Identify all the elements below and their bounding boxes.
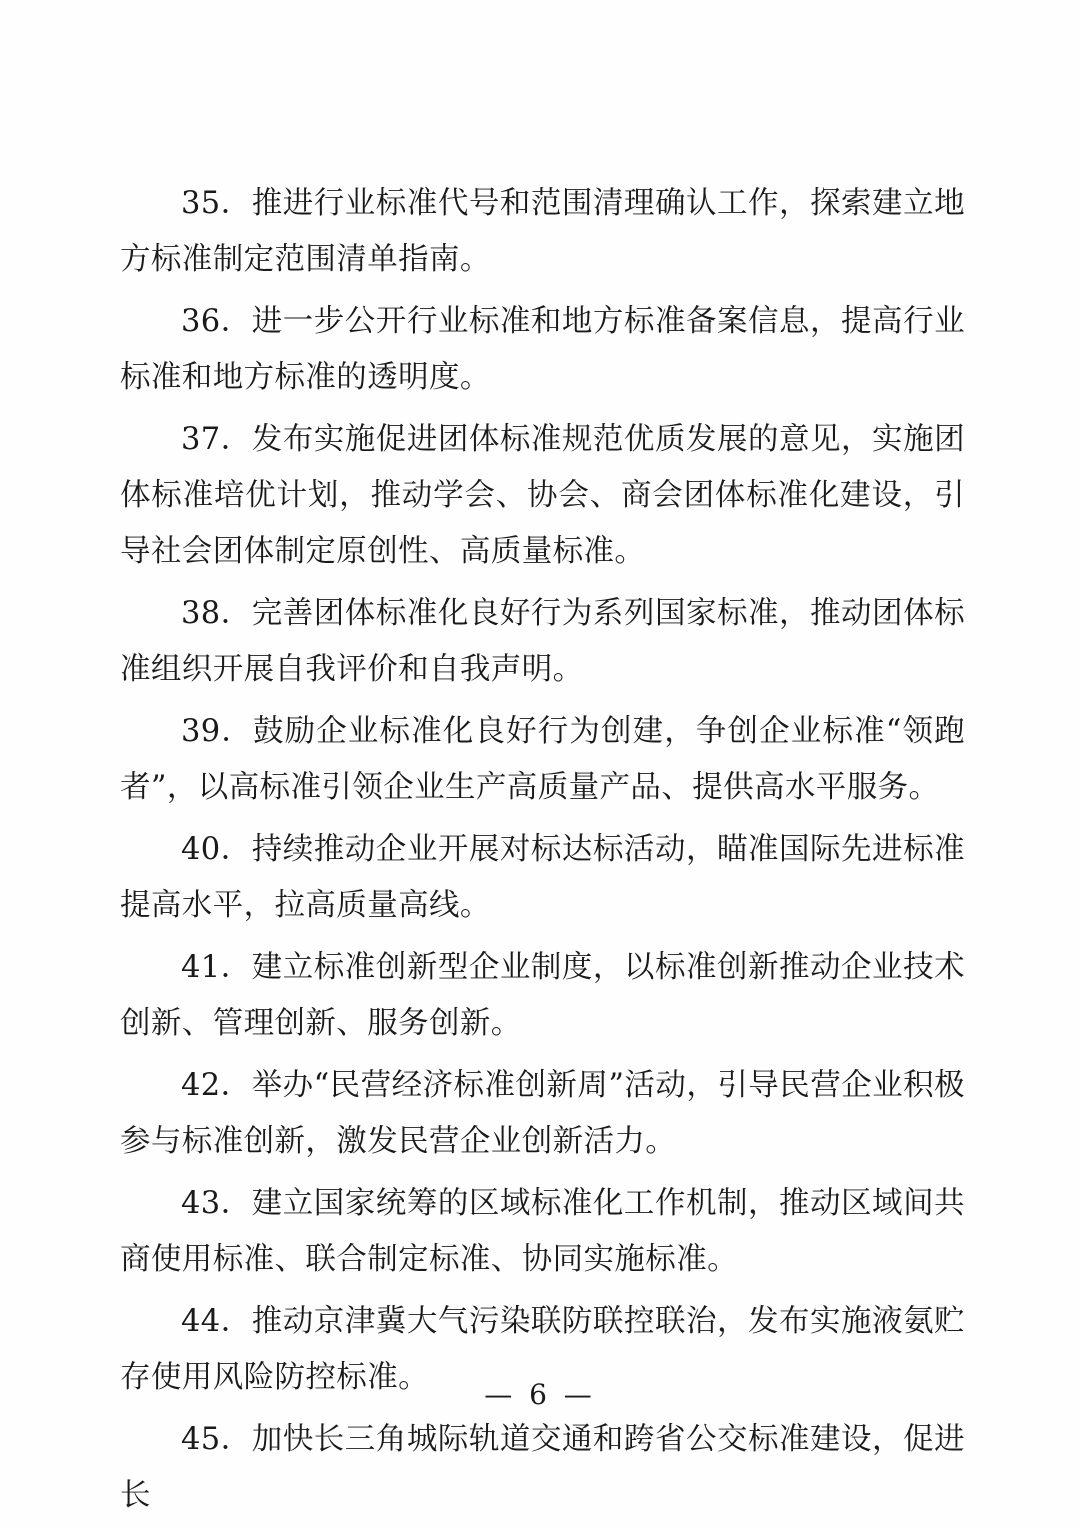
paragraph-45: 45．加快长三角城际轨道交通和跨省公交标准建设，促进长 [120,1422,965,1513]
paragraph-38: 38．完善团体标准化良好行为系列国家标准，推动团体标准组织开展自我评价和自我声明。 [120,596,965,687]
document-body [120,176,965,1530]
page-number: — 6 — [484,1378,596,1411]
paragraph-40: 40．持续推动企业开展对标达标活动，瞄准国际先进标准提高水平，拉高质量高线。 [120,832,965,923]
paragraph-41: 41．建立标准创新型企业制度，以标准创新推动企业技术创新、管理创新、服务创新。 [120,950,965,1041]
paragraph-35: 35．推进行业标准代号和范围清理确认工作，探索建立地方标准制定范围清单指南。 [120,186,965,277]
paragraph-43: 43．建立国家统筹的区域标准化工作机制，推动区域间共商使用标准、联合制定标准、协同实施标准。 [120,1186,965,1277]
paragraph-39: 39．鼓励企业标准化良好行为创建，争创企业标准“领跑者”，以高标准引领企业生产高质量产品、提供高水平服务。 [120,714,965,805]
paragraph-36: 36．进一步公开行业标准和地方标准备案信息，提高行业标准和地方标准的透明度。 [120,304,965,395]
paragraph-44: 44．推动京津冀大气污染联防联控联治，发布实施液氨贮存使用风险防控标准。 [120,1304,965,1395]
paragraph-42: 42．举办“民营经济标准创新周”活动，引导民营企业积极参与标准创新，激发民营企业创新活力。 [120,1068,965,1159]
paragraph-37: 37．发布实施促进团体标准规范优质发展的意见，实施团体标准培优计划，推动学会、协会、商会团体标准化建设，引导社会团体制定原创性、高质量标准。 [120,422,965,569]
